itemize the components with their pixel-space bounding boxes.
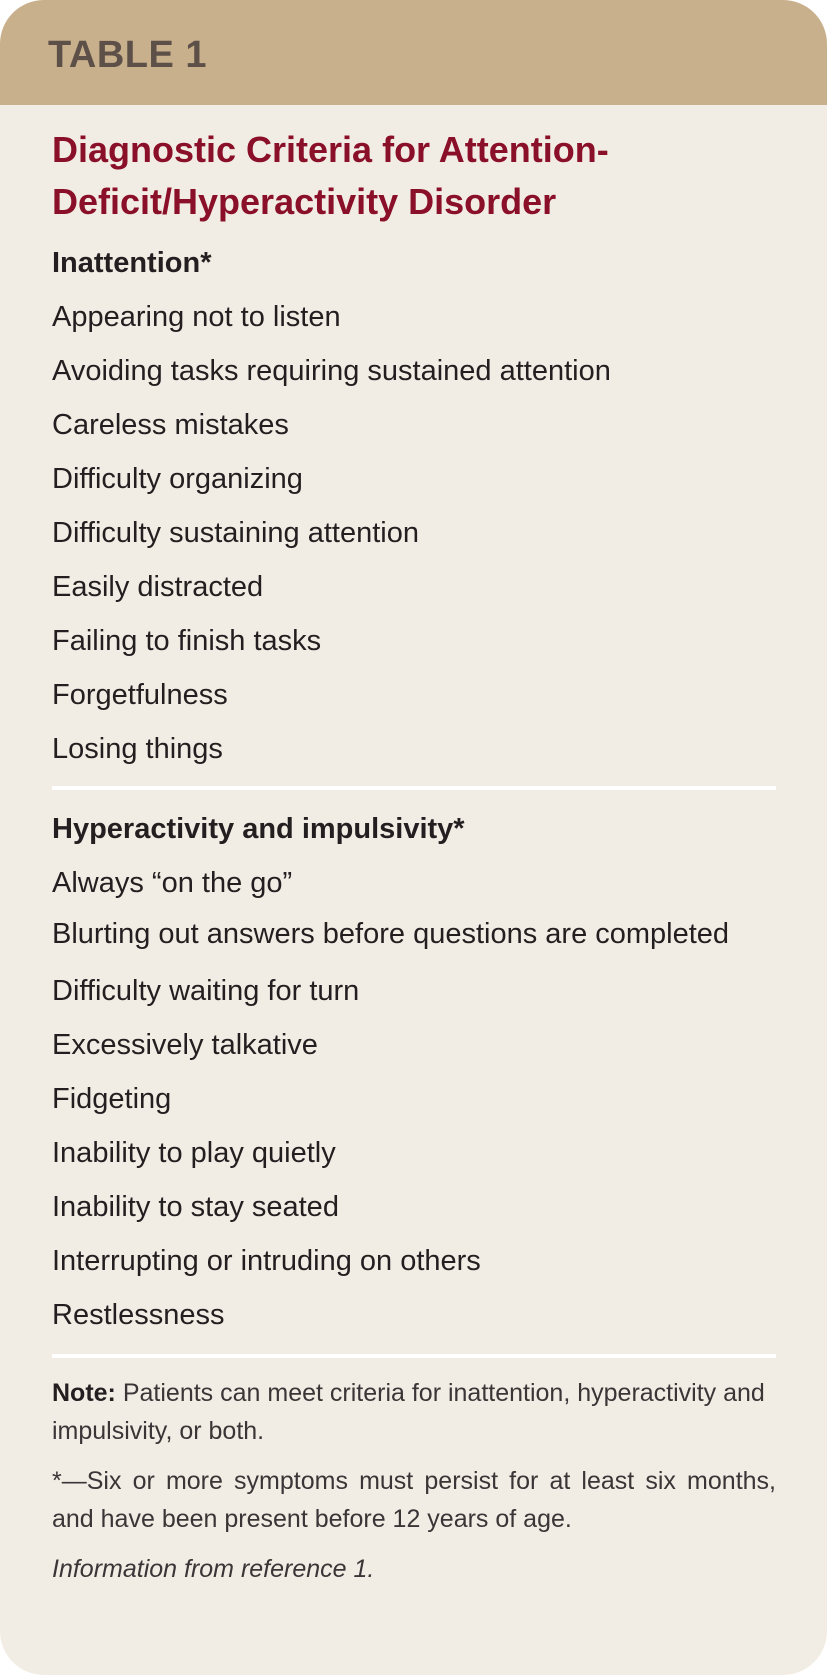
list-item: Easily distracted [52,571,264,603]
footnote: *—Six or more symptoms must persist for at least six months, and have been present before 12 years of age. [52,1467,776,1533]
section-inattention [52,236,776,776]
list-item: Losing things [52,733,223,765]
list-item: Appearing not to listen [52,301,341,333]
section-divider [52,786,776,790]
list-item: Blurting out answers before questions are completed [52,918,730,950]
list-item: Difficulty organizing [52,463,303,495]
list-item: Careless mistakes [52,409,289,441]
section-divider [52,1354,776,1358]
list-item: Fidgeting [52,1083,172,1115]
list-item: Avoiding tasks requiring sustained attention [52,355,611,387]
list-item: Interrupting or intruding on others [52,1245,481,1277]
table-content [52,236,776,1588]
list-item: Excessively talkative [52,1029,318,1061]
section-hyperactivity-impulsivity [52,802,776,1342]
note-text: Patients can meet criteria for inattention, hyperactivity and impulsivity, or both. [52,1379,765,1445]
list-item: Restlessness [52,1299,225,1331]
list-item: Difficulty sustaining attention [52,517,420,549]
section-heading: Inattention* [52,247,212,279]
list-item: Inability to stay seated [52,1191,339,1223]
table-title: Diagnostic Criteria for Attention-Deficit/Hyperactivity Disorder [52,129,609,222]
note-label: Note: [52,1379,116,1407]
list-item: Difficulty waiting for turn [52,975,360,1007]
list-item: Forgetfulness [52,679,228,711]
list-item: Inability to play quietly [52,1137,336,1169]
table-header-band [0,0,827,105]
note [52,1374,776,1450]
table-label: TABLE 1 [48,34,208,76]
list-item: Always “on the go” [52,867,293,899]
section-heading: Hyperactivity and impulsivity* [52,813,465,845]
source-citation: Information from reference 1. [52,1555,375,1583]
list-item: Failing to finish tasks [52,625,322,657]
